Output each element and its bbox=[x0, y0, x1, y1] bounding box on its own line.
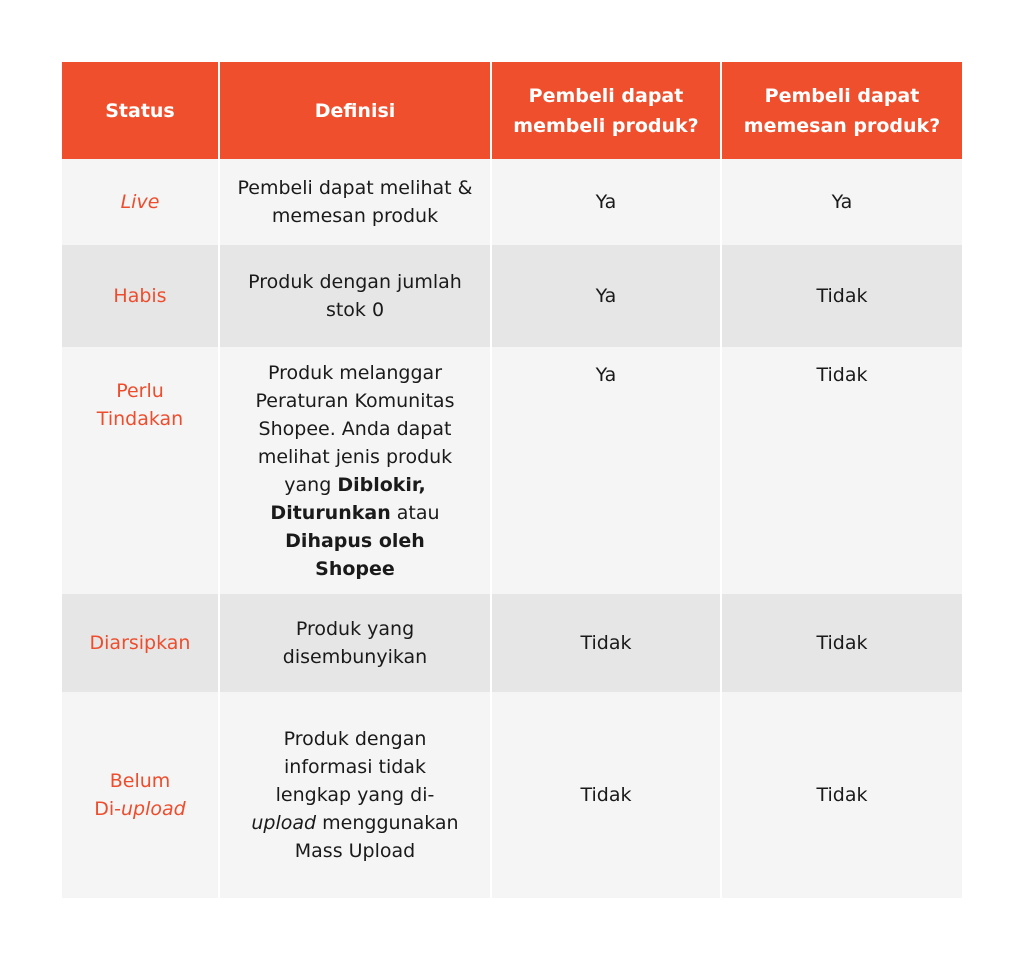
can-buy-cell: Ya bbox=[491, 347, 721, 594]
status-cell: Diarsipkan bbox=[62, 594, 219, 692]
header-status: Status bbox=[62, 62, 219, 159]
header-can-buy: Pembeli dapat membeli produk? bbox=[491, 62, 721, 159]
product-status-table bbox=[62, 62, 962, 898]
can-buy-cell: Ya bbox=[491, 245, 721, 347]
status-cell bbox=[62, 159, 219, 245]
table-row-diarsipkan bbox=[62, 594, 962, 692]
status-cell bbox=[62, 692, 219, 898]
definition-italic: upload bbox=[251, 812, 317, 834]
table-header-row bbox=[62, 62, 962, 159]
status-label: Live bbox=[120, 191, 160, 213]
status-label: Perlu Tindakan bbox=[96, 380, 184, 430]
definition-bold-demoted: Diturunkan bbox=[270, 501, 391, 524]
status-label-italic: upload bbox=[121, 798, 186, 820]
definition-cell: Pembeli dapat melihat & memesan produk bbox=[219, 159, 491, 245]
header-can-order: Pembeli dapat memesan produk? bbox=[721, 62, 962, 159]
can-buy-cell: Ya bbox=[491, 159, 721, 245]
definition-text: Produk melanggar Peraturan Komunitas Shopee. Anda dapat melihat jenis produk yang bbox=[255, 361, 455, 496]
status-label-line1: Belum bbox=[109, 770, 171, 792]
definition-cell: Produk yang disembunyikan bbox=[219, 594, 491, 692]
definition-cell bbox=[219, 347, 491, 594]
status-label-prefix: Di- bbox=[94, 798, 122, 820]
can-order-cell: Tidak bbox=[721, 594, 962, 692]
can-order-cell: Ya bbox=[721, 159, 962, 245]
can-buy-cell: Tidak bbox=[491, 594, 721, 692]
header-definisi: Definisi bbox=[219, 62, 491, 159]
table-row-habis bbox=[62, 245, 962, 347]
definition-text: Produk dengan informasi tidak lengkap yang di- bbox=[275, 728, 435, 806]
table-row-perlu-tindakan bbox=[62, 347, 962, 594]
can-order-cell: Tidak bbox=[721, 245, 962, 347]
can-order-cell: Tidak bbox=[721, 347, 962, 594]
can-buy-cell: Tidak bbox=[491, 692, 721, 898]
status-cell bbox=[62, 347, 219, 594]
definition-suffix: menggunakan Mass Upload bbox=[294, 812, 459, 862]
definition-cell bbox=[219, 692, 491, 898]
definition-cell: Produk dengan jumlah stok 0 bbox=[219, 245, 491, 347]
status-cell: Habis bbox=[62, 245, 219, 347]
definition-bold-blocked: Diblokir, bbox=[337, 473, 426, 496]
table-row-live bbox=[62, 159, 962, 245]
table-row-belum-diupload bbox=[62, 692, 962, 898]
can-order-cell: Tidak bbox=[721, 692, 962, 898]
definition-bold-deleted: Dihapus oleh Shopee bbox=[285, 529, 425, 580]
definition-connector: atau bbox=[390, 501, 440, 524]
